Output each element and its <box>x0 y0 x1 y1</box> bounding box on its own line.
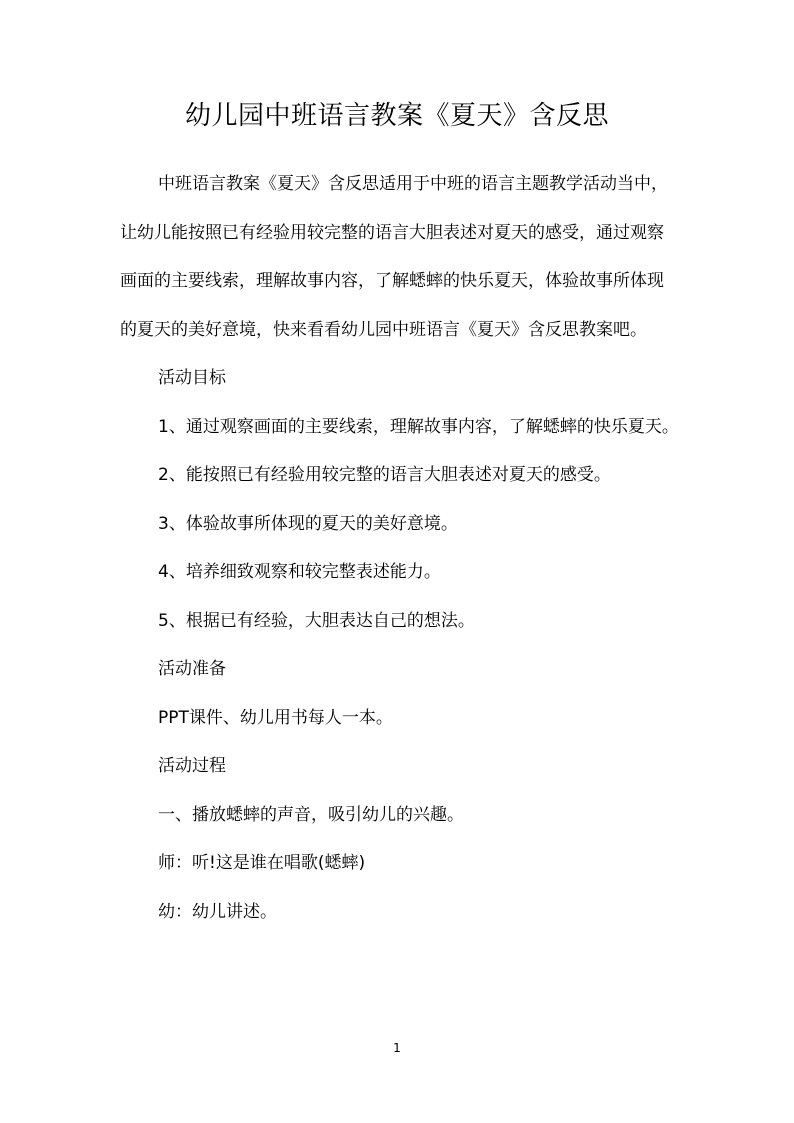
preparation-text: PPT课件、幼儿用书每人一本。 <box>158 707 393 728</box>
document-body <box>120 160 680 936</box>
page-number: 1 <box>393 1041 401 1055</box>
intro-paragraph: 中班语言教案《夏天》含反思适用于中班的语言主题教学活动当中，让幼儿能按照已有经验用较完整的语言大胆表述对夏天的感受，通过观察画面的主要线索，理解故事内容，了解蟋蟀的快乐夏天，体验故事所体现的夏天的美好意境，快来看看幼儿园中班语言《夏天》含反思教案吧。 <box>120 174 668 340</box>
process-step-1: 一、播放蟋蟀的声音，吸引幼儿的兴趣。 <box>158 804 464 825</box>
section-heading-preparation: 活动准备 <box>158 659 226 679</box>
goal-item-1: 1、通过观察画面的主要线索，理解故事内容，了解蟋蟀的快乐夏天。 <box>158 416 679 437</box>
teacher-line: 师：听!这是谁在唱歌(蟋蟀) <box>158 853 366 873</box>
goal-item-4: 4、培养细致观察和较完整表述能力。 <box>158 562 441 582</box>
document-title: 幼儿园中班语言教案《夏天》含反思 <box>184 101 609 131</box>
section-heading-process: 活动过程 <box>158 756 226 776</box>
goal-item-5: 5、根据已有经验，大胆表达自己的想法。 <box>158 610 475 631</box>
child-line: 幼：幼儿讲述。 <box>158 901 277 922</box>
section-heading-goals: 活动目标 <box>158 368 226 388</box>
goal-item-2: 2、能按照已有经验用较完整的语言大胆表述对夏天的感受。 <box>158 465 611 485</box>
goal-item-3: 3、体验故事所体现的夏天的美好意境。 <box>158 513 458 534</box>
